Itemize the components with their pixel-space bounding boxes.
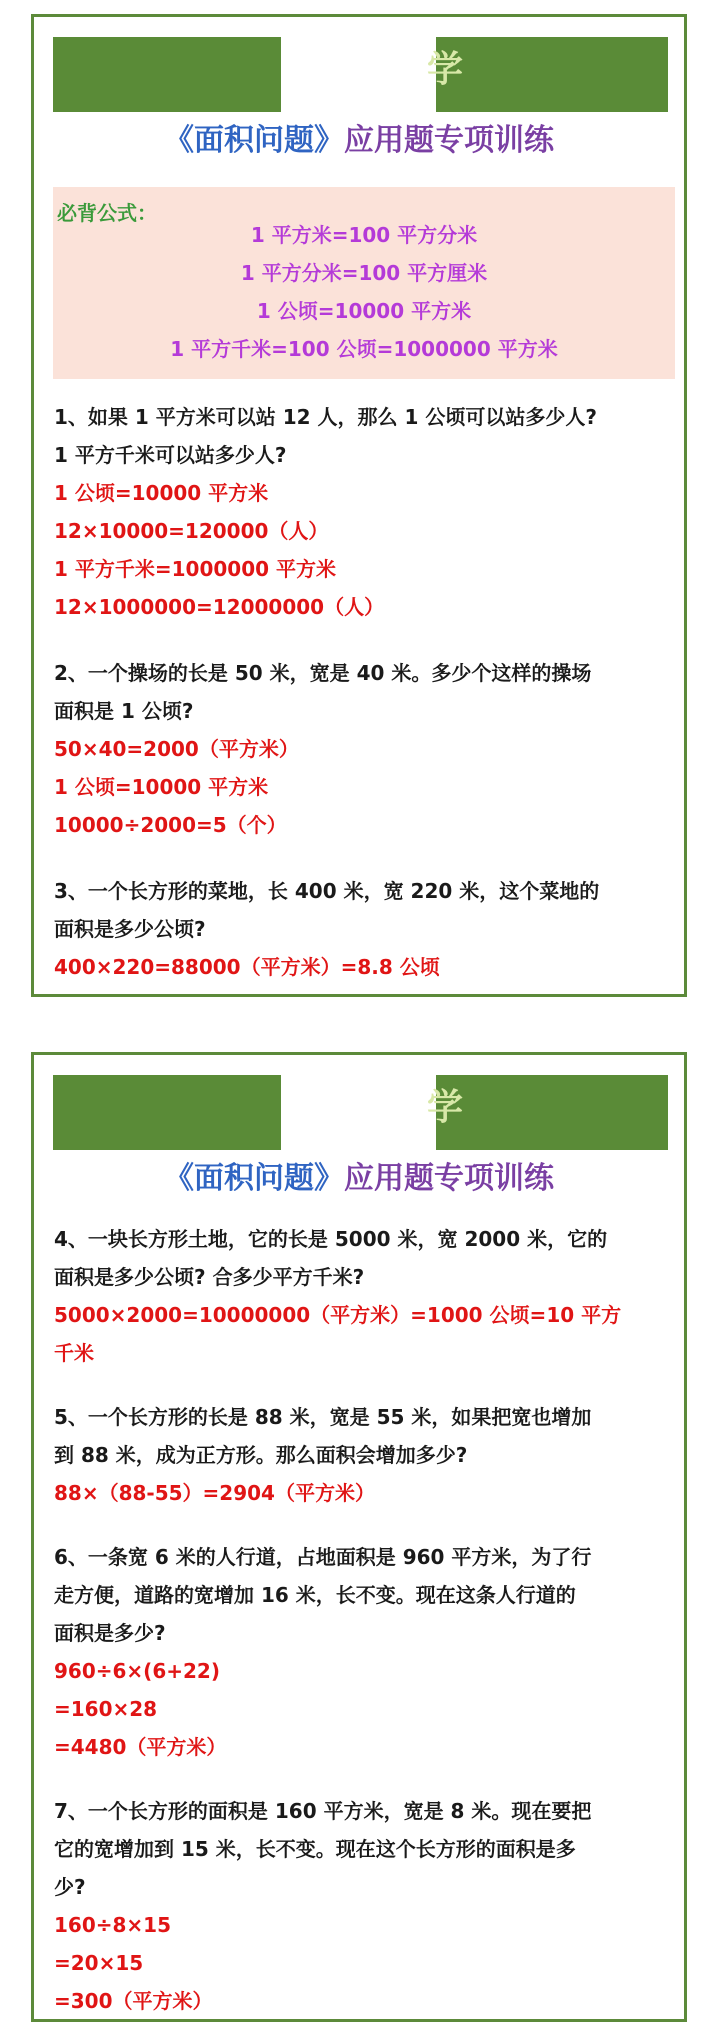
page-title [34, 121, 684, 161]
answer-3-line: 400×220=88000（平方米）=8.8 公顷 [54, 955, 440, 979]
header-banner [53, 37, 668, 112]
question-6-line: 6、一条宽 6 米的人行道，占地面积是 960 平方米，为了行 [54, 1545, 592, 1569]
formula-heading: 必背公式： [57, 201, 157, 225]
answer-2-line: 10000÷2000=5（个） [54, 813, 287, 837]
question-4-line: 面积是多少公顷? 合多少平方千米? [54, 1265, 365, 1289]
question-7-line: 7、一个长方形的面积是 160 平方米，宽是 8 米。现在要把 [54, 1799, 592, 1823]
question-1-line: 1、如果 1 平方米可以站 12 人，那么 1 公顷可以站多少人? [54, 405, 597, 429]
banner-character: 学 [427, 1086, 464, 1128]
answer-5-line: 88×（88-55）=2904（平方米） [54, 1481, 375, 1505]
answer-6-line: =160×28 [54, 1697, 158, 1721]
answer-6-line: 960÷6×(6+22) [54, 1659, 220, 1683]
formula-line: 1 公顷=10000 平方米 [256, 299, 472, 323]
answer-7-line: =300（平方米） [54, 1989, 213, 2013]
answer-6-line: =4480（平方米） [54, 1735, 227, 1759]
header-banner [53, 1075, 668, 1150]
answer-7-line: =20×15 [54, 1951, 144, 1975]
question-5-line: 到 88 米，成为正方形。那么面积会增加多少? [54, 1443, 468, 1467]
question-3-line: 面积是多少公顷? [54, 917, 206, 941]
banner-blank [281, 37, 436, 112]
question-6-line: 走方便，道路的宽增加 16 米，长不变。现在这条人行道的 [54, 1583, 576, 1607]
formula-line: 1 平方米=100 平方分米 [250, 223, 478, 247]
worksheet-panel-2 [31, 1052, 687, 2022]
answer-1-line: 1 平方千米=1000000 平方米 [54, 557, 337, 581]
banner-character: 学 [427, 48, 464, 90]
question-7-line: 它的宽增加到 15 米，长不变。现在这个长方形的面积是多 [54, 1837, 576, 1861]
question-5-line: 5、一个长方形的长是 88 米，宽是 55 米，如果把宽也增加 [54, 1405, 592, 1429]
formula-line: 1 平方分米=100 平方厘米 [240, 261, 488, 285]
question-1-line: 1 平方千米可以站多少人? [54, 443, 287, 467]
title-part2: 应用题专项训练 [344, 1161, 554, 1196]
question-7-line: 少? [54, 1875, 86, 1899]
answer-1-line: 12×10000=120000（人） [54, 519, 329, 543]
banner-blank [281, 1075, 436, 1150]
answer-4-line: 千米 [54, 1341, 94, 1365]
page-title [34, 1159, 684, 1199]
question-2-line: 面积是 1 公顷? [54, 699, 194, 723]
worksheet-panel-1 [31, 14, 687, 997]
formula-line: 1 平方千米=100 公顷=1000000 平方米 [170, 337, 558, 361]
answer-1-line: 12×1000000=12000000（人） [54, 595, 385, 619]
title-part2: 应用题专项训练 [344, 123, 554, 158]
answer-7-line: 160÷8×15 [54, 1913, 172, 1937]
title-part1: 《面积问题》 [164, 123, 344, 158]
answer-1-line: 1 公顷=10000 平方米 [54, 481, 269, 505]
answer-2-line: 1 公顷=10000 平方米 [54, 775, 269, 799]
question-2-line: 2、一个操场的长是 50 米，宽是 40 米。多少个这样的操场 [54, 661, 592, 685]
title-part1: 《面积问题》 [164, 1161, 344, 1196]
answer-2-line: 50×40=2000（平方米） [54, 737, 299, 761]
formula-box [53, 187, 675, 379]
answer-4-line: 5000×2000=10000000（平方米）=1000 公顷=10 平方 [54, 1303, 622, 1327]
question-6-line: 面积是多少? [54, 1621, 166, 1645]
question-3-line: 3、一个长方形的菜地，长 400 米，宽 220 米，这个菜地的 [54, 879, 600, 903]
question-4-line: 4、一块长方形土地，它的长是 5000 米，宽 2000 米，它的 [54, 1227, 608, 1251]
